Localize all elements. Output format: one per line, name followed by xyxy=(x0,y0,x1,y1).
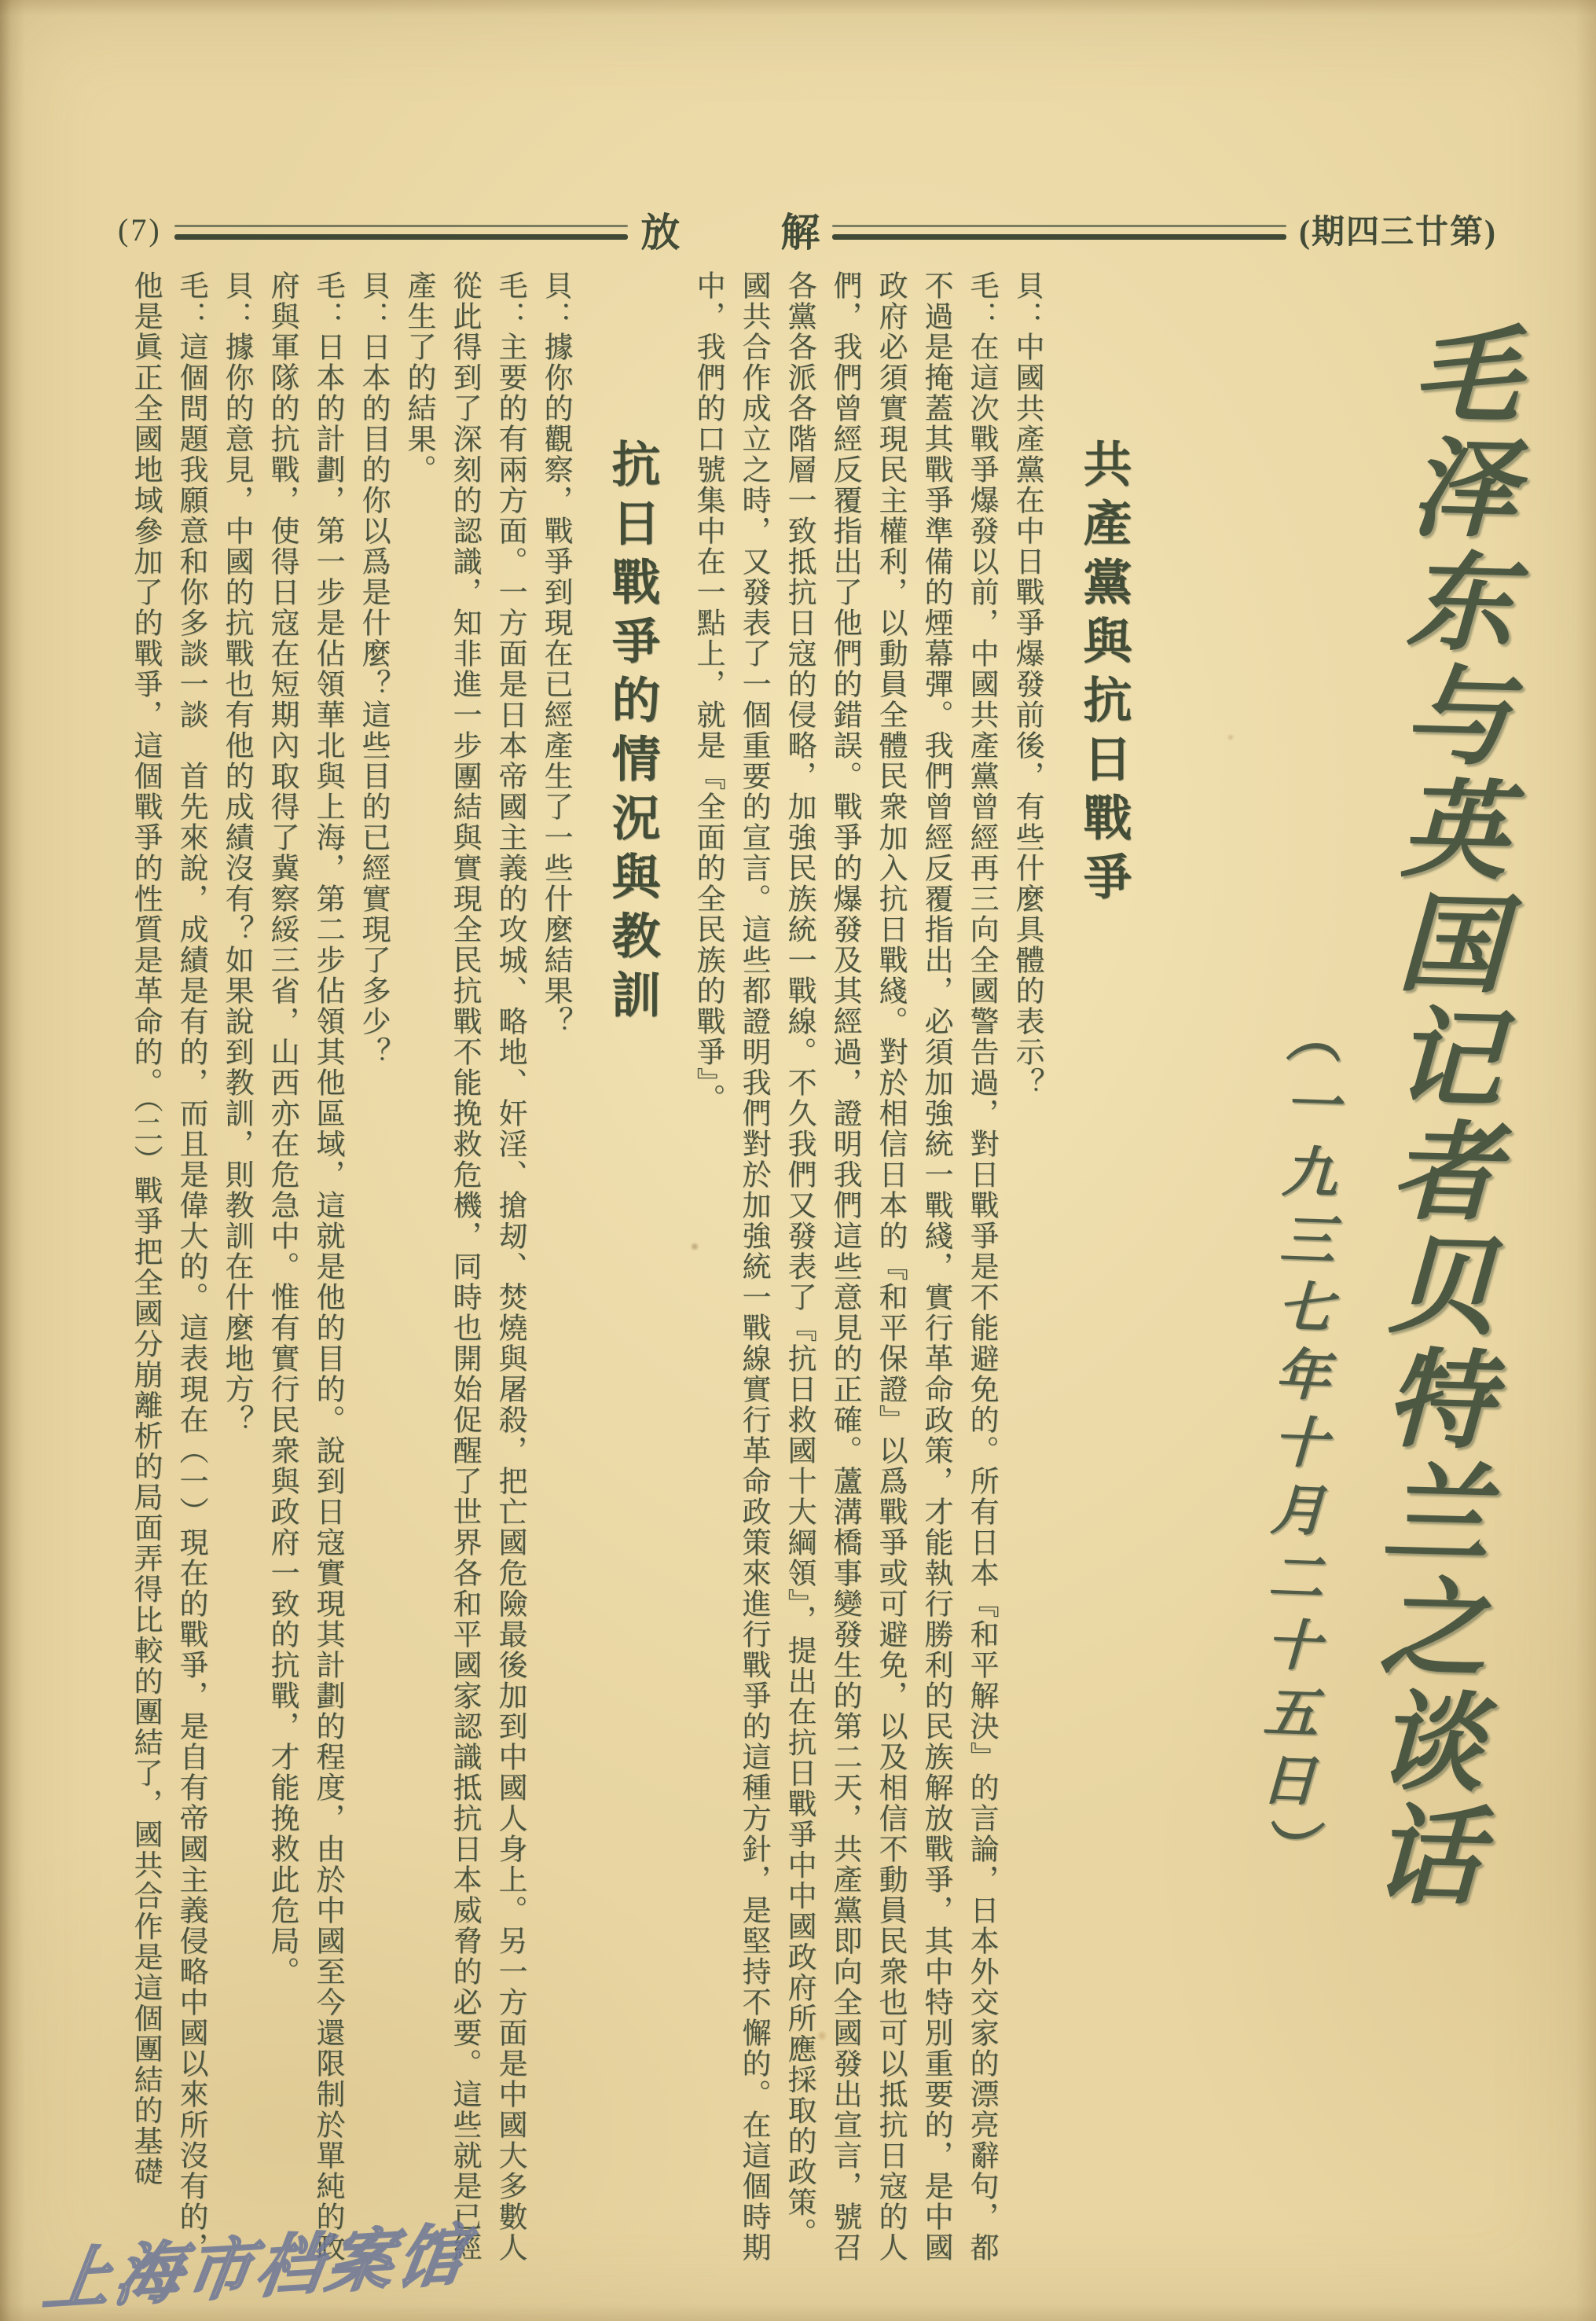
header-rule-left xyxy=(174,225,629,240)
page-header xyxy=(118,201,1497,258)
dialog-turn-bertram-q1: 貝：中國共產黨在中日戰爭爆發前後，有些什麼具體的表示？ xyxy=(1011,270,1043,1098)
masthead-char-fang: 放 xyxy=(640,211,681,255)
dialog-turn-mao-a1: 毛：在這次戰爭爆發以前，中國共產黨曾經再三向全國警告過，對日戰爭是不能避免的。所有日本『和平解決』的言論，日本外交家的漂亮辭句，都不過是掩蓋其戰爭準備的煙幕彈。我們曾經反覆指出，必須加強統一戰綫，實行革命政策，才能執行勝利的民族解放戰爭，其中特別重要的，是中國政府必須實現民主權利，以動員全體民衆加入抗日戰綫。對於相信日本的『和平保證』以爲戰爭或可避免，以及相信不動員民衆也可以抵抗日寇的人們，我們曾經反覆指出了他們的錯誤。戰爭的爆發及其經過，證明我們這些意見的正確。蘆溝橋事變發生的第二天，共產黨即向全國發出宣言，號召各黨各派各階層一致抵抗日寇的侵略，加強民族統一戰線。不久我們又發表了『抗日救國十大綱領』，提出在抗日戰爭中中國政府所應採取的政策。國共合作成立之時，又發表了一個重要的宣言。這些都證明我們對於加強統一戰線實行革命政策來進行戰爭的這種方針，是堅持不懈的。在這個時期中，我們的口號集中在一點上，就是『全面的全民族的戰爭』。 xyxy=(692,270,997,2263)
dialog-turn-mao-a2: 毛：主要的有兩方面。一方面是日本帝國主義的攻城、略地、奸淫、搶刼、焚燒與屠殺，把亡國危險最後加到中國人身上。另一方面是中國大多數人從此得到了深刻的認識，知非進一步團結與實現全民抗戰不能挽救危機，同時也開始促醒了世界各和平國家認識抵抗日本威脅的必要。這些就是已經產生了的結果。 xyxy=(402,270,526,2263)
section-heading-communist-party-and-war: 共產黨與抗日戰爭 xyxy=(1076,439,1129,910)
archive-watermark: 上海市档案馆 xyxy=(39,2219,475,2319)
handwritten-date-line: （一九三七年十月二十五日） xyxy=(1249,1007,1341,1888)
dialog-turn-bertram-q2: 貝：據你的觀察，戰爭到現在已經產生了一些什麼結果？ xyxy=(539,270,571,1037)
handwritten-article-title: 毛泽东与英国记者贝特兰之谈话 xyxy=(1356,316,1516,1915)
masthead-char-jie: 解 xyxy=(780,211,820,255)
dialog-turn-bertram-q3: 貝：日本的目的你以爲是什麼？這些目的已經實現了多少？ xyxy=(357,270,389,1067)
dialog-turn-mao-a3: 毛：日本的計劃，第一步是佔領華北與上海，第二步佔領其他區域，這就是他的目的。說到日寇實現其計劃的程度，由於中國至今還限制於單純的政府與軍隊的抗戰，使得日寇在短期內取得了冀察綏三省，山西亦在危急中。惟有實行民衆與政府一致的抗戰，才能挽救此危局。 xyxy=(266,270,343,2263)
dialog-turn-mao-a4: 毛：這個問題我願意和你多談一談 首先來說，成績是有的，而且是偉大的。這表現在（一）現在的戰爭，是自有帝國主義侵略中國以來所沒有的，他是眞正全國地域參加了的戰爭，這個戰爭的性質是革命的。（二）戰爭把全國分崩離析的局面弄得比較的團結了，國共合作是這個團結的基礎 xyxy=(129,270,207,2263)
article-body xyxy=(111,270,1156,2276)
header-rule-right xyxy=(832,225,1286,240)
page-number: (7) xyxy=(118,211,162,248)
dialog-turn-bertram-q4: 貝：據你的意見，中國的抗戰也有他的成績沒有？如果說到教訓，則教訓在什麼地方？ xyxy=(220,270,252,1435)
issue-number-label: (期四三廿第) xyxy=(1299,215,1497,251)
section-heading-war-situation-and-lessons: 抗日戰爭的情況與教訓 xyxy=(604,439,658,1028)
